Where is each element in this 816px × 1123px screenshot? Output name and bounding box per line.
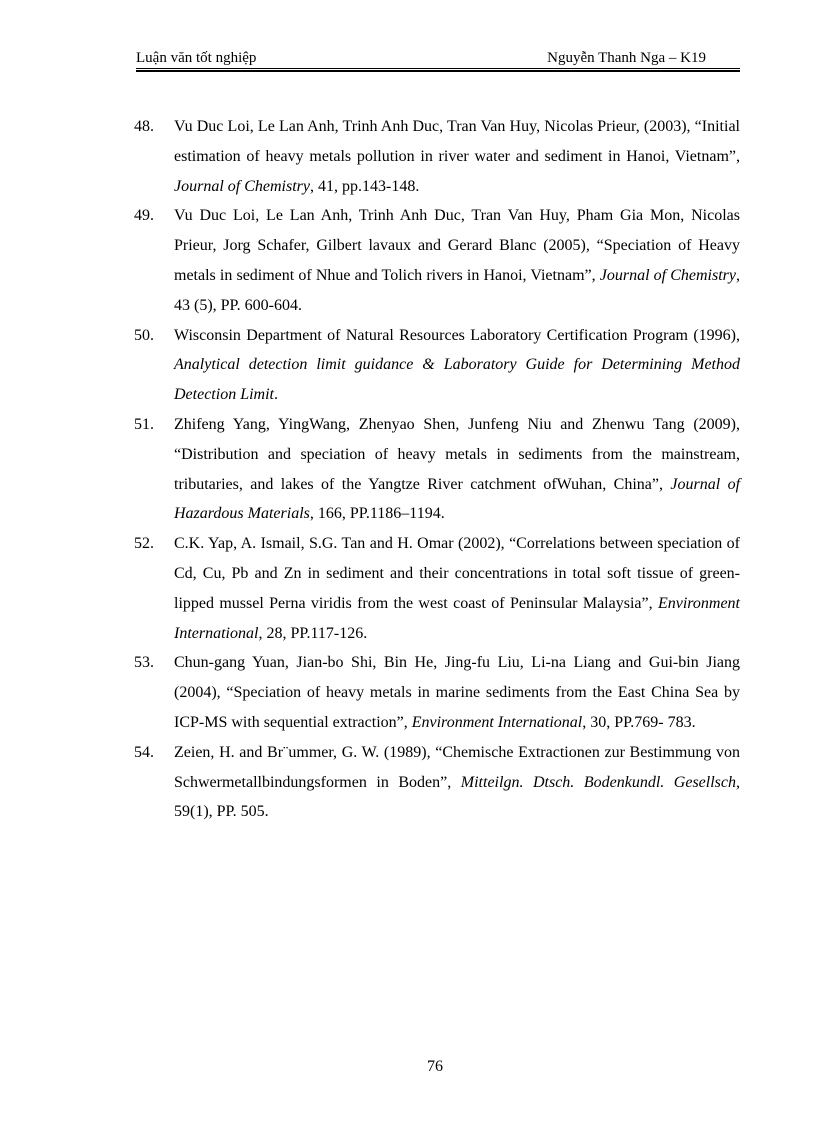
page-number: 76 (427, 1058, 443, 1075)
reference-journal: Mitteilgn. Dtsch. Bodenkundl. Gesellsch, (460, 773, 740, 791)
reference-text: C.K. Yap, A. Ismail, S.G. Tan and H. Omar (2002), “Correlations between speciation of Cd, Cu, Pb and Zn in sediment and their concentrations in total soft tissue of green-lipped mussel Perna viridis from the west coast of Peninsular Malaysia”, Environment International, 28, PP.117-126. (174, 535, 740, 642)
reference-journal: Journal of Chemistry (174, 177, 310, 195)
reference-item (134, 648, 740, 737)
reference-text: Zeien, H. and Br¨ummer, G. W. (1989), “Chemische Extractionen zur Bestimmung von Schwermetallbindungsformen in Boden”, Mitteilgn. Dtsch. Bodenkundl. Gesellsch, 59(1), PP. 505. (174, 743, 740, 821)
reference-item (134, 112, 740, 201)
header-author: Nguyễn Thanh Nga – K19 (547, 50, 706, 66)
reference-number: 49. (134, 207, 154, 225)
reference-number: 50. (134, 326, 154, 344)
header-rule (136, 68, 740, 72)
reference-text: Chun-gang Yuan, Jian-bo Shi, Bin He, Jing-fu Liu, Li-na Liang and Gui-bin Jiang (2004), “Speciation of heavy metals in marine sediments from the East China Sea by ICP-MS with sequential extraction”, Environment International, 30, PP.769- 783. (174, 654, 740, 731)
reference-item (134, 201, 740, 320)
reference-item (134, 738, 740, 827)
reference-number: 52. (134, 535, 154, 553)
reference-text: Vu Duc Loi, Le Lan Anh, Trinh Anh Duc, Tran Van Huy, Nicolas Prieur, (2003), “Initial estimation of heavy metals pollution in river water and sediment in Hanoi, Vietnam”, Journal of Chemistry, 41, pp.143-148. (174, 118, 740, 195)
reference-title: Analytical detection limit guidance & Laboratory Guide for Determining Method Detection Limit (174, 356, 740, 404)
reference-journal: Journal of Hazardous Materials (174, 475, 741, 523)
page-header (136, 48, 740, 70)
reference-list (134, 112, 740, 827)
reference-item (134, 529, 740, 648)
reference-number: 51. (134, 415, 154, 433)
reference-item (134, 410, 740, 529)
reference-journal: Journal of Chemistry (599, 266, 736, 284)
reference-text: Vu Duc Loi, Le Lan Anh, Trinh Anh Duc, Tran Van Huy, Pham Gia Mon, Nicolas Prieur, Jorg Schafer, Gilbert lavaux and Gerard Blanc (2005), “Speciation of Heavy metals in sediment of Nhue and Tolich rivers in Hanoi, Vietnam”, Journal of Chemistry, 43 (5), PP. 600-604. (174, 207, 740, 314)
header-thesis-label: Luận văn tốt nghiệp (136, 50, 257, 66)
reference-number: 53. (134, 654, 154, 672)
reference-text: Zhifeng Yang, YingWang, Zhenyao Shen, Junfeng Niu and Zhenwu Tang (2009), “Distribution and speciation of heavy metals in sediments from the mainstream, tributaries, and lakes of the Yangtze River catchment ofWuhan, China”, Journal of Hazardous Materials, 166, PP.1186–1194. (174, 415, 741, 523)
reference-journal: Environment International (174, 594, 740, 642)
reference-journal: Environment International (411, 713, 583, 731)
reference-text: Wisconsin Department of Natural Resources Laboratory Certification Program (1996), Analytical detection limit guidance & Laboratory Guide for Determining Method Detection Limit. (174, 326, 740, 404)
reference-number: 48. (134, 118, 154, 135)
reference-number: 54. (134, 743, 154, 761)
reference-item (134, 321, 740, 410)
